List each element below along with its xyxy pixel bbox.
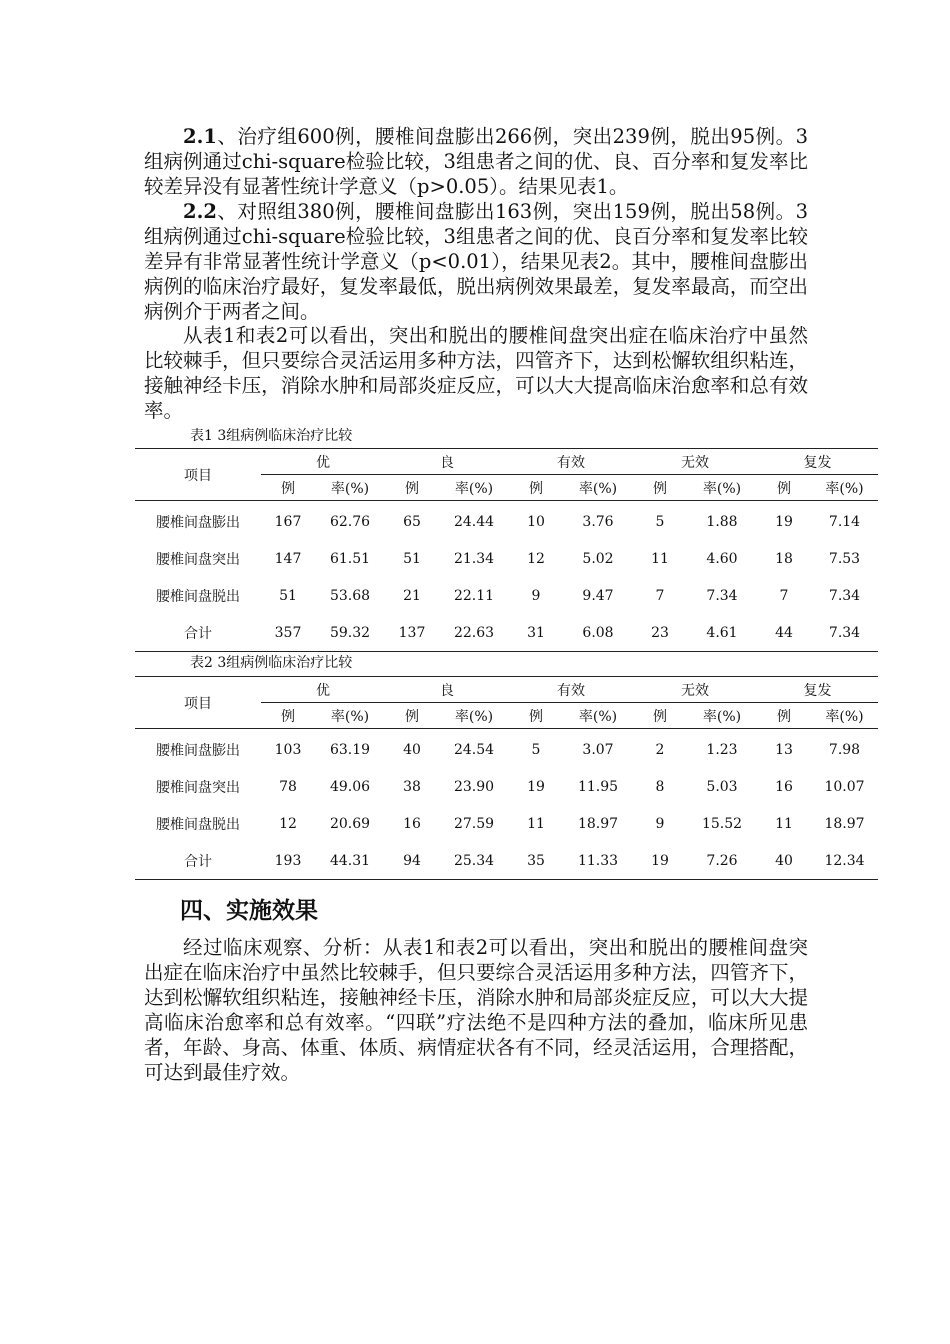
header-relapse: 复发	[757, 677, 878, 703]
count-cell: 8	[655, 778, 665, 795]
count-cell: 19	[775, 513, 793, 530]
count-cell: 19	[633, 842, 687, 880]
count-cell: 137	[385, 614, 439, 652]
row-label: 腰椎间盘脱出	[156, 816, 240, 833]
header-count: 例	[509, 475, 563, 501]
count-cell: 167	[274, 513, 302, 530]
table-row	[135, 577, 878, 614]
count-cell: 78	[279, 778, 297, 795]
count-cell: 11	[527, 815, 545, 832]
count-cell: 31	[509, 614, 563, 652]
header-count: 例	[633, 475, 687, 501]
rate-cell: 7.34	[811, 614, 878, 652]
paragraph-label: 2.2	[183, 200, 217, 223]
section-heading: 四、实施效果	[180, 897, 318, 924]
header-excellent: 优	[261, 449, 385, 475]
header-count: 例	[757, 475, 811, 501]
rate-cell: 9.47	[582, 587, 614, 604]
count-cell: 5	[531, 741, 541, 758]
rate-cell: 23.90	[453, 778, 495, 795]
header-ineffective: 无效	[633, 449, 757, 475]
rate-cell: 11.95	[577, 778, 619, 795]
table-row	[135, 614, 878, 652]
row-label: 腰椎间盘膨出	[156, 514, 240, 531]
header-count: 例	[261, 475, 315, 501]
header-rate: 率(%)	[811, 475, 878, 501]
row-label: 腰椎间盘突出	[156, 779, 240, 796]
count-cell: 2	[655, 741, 665, 758]
table-row	[135, 540, 878, 577]
count-cell: 13	[775, 741, 793, 758]
rate-cell: 4.60	[706, 550, 738, 567]
header-relapse: 复发	[757, 449, 878, 475]
rate-cell: 5.03	[706, 778, 738, 795]
rate-cell: 49.06	[329, 778, 371, 795]
rate-cell: 10.07	[824, 778, 865, 795]
count-cell: 16	[403, 815, 421, 832]
paragraph-label: 2.1	[183, 125, 217, 148]
count-cell: 51	[403, 550, 421, 567]
header-rate: 率(%)	[439, 475, 509, 501]
paragraph-results: 经过临床观察、分析：从表1和表2可以看出，突出和脱出的腰椎间盘突出症在临床治疗中虽然比较棘手，但只要综合灵活运用多种方法，四管齐下，达到松懈软组织粘连，接触神经卡压，消除水肿和局部炎症反应，可以大大提高临床治愈率和总有效率。“四联”疗法绝不是四种方法的叠加，临床所见患者，年龄、身高、体重、体质、病情症状各有不同，经灵活运用，合理搭配，可达到最佳疗效。	[144, 936, 808, 1084]
header-excellent: 优	[261, 677, 385, 703]
count-cell: 38	[403, 778, 421, 795]
rate-cell: 7.34	[828, 587, 861, 604]
count-cell: 9	[531, 587, 541, 604]
header-count: 例	[509, 703, 563, 729]
count-cell: 44	[757, 614, 811, 652]
rate-cell: 3.76	[582, 513, 614, 530]
rate-cell: 4.61	[687, 614, 757, 652]
count-cell: 19	[527, 778, 545, 795]
rate-cell: 15.52	[701, 815, 743, 832]
count-cell: 7	[779, 587, 789, 604]
rate-cell: 27.59	[453, 815, 495, 832]
rate-cell: 44.31	[315, 842, 385, 880]
row-label: 合计	[135, 842, 261, 880]
paragraph-2-2	[144, 199, 808, 324]
rate-cell: 7.26	[687, 842, 757, 880]
count-cell: 193	[261, 842, 315, 880]
table-row	[135, 768, 878, 805]
rate-cell: 24.44	[453, 513, 495, 530]
table1-caption: 表1 3组病例临床治疗比较	[190, 428, 353, 444]
row-label: 腰椎间盘脱出	[156, 588, 240, 605]
paragraph-2-1	[144, 124, 808, 199]
rate-cell: 22.11	[453, 587, 495, 604]
count-cell: 16	[775, 778, 793, 795]
rate-cell: 22.63	[439, 614, 509, 652]
count-cell: 10	[527, 513, 545, 530]
table2	[135, 676, 878, 880]
table2-caption: 表2 3组病例临床治疗比较	[190, 655, 353, 671]
rate-cell: 18.97	[824, 815, 865, 832]
header-rate: 率(%)	[563, 475, 633, 501]
count-cell: 18	[775, 550, 793, 567]
rate-cell: 1.88	[706, 513, 738, 530]
header-item: 项目	[135, 449, 261, 501]
header-rate: 率(%)	[687, 475, 757, 501]
rate-cell: 21.34	[453, 550, 495, 567]
header-count: 例	[385, 475, 439, 501]
header-ineffective: 无效	[633, 677, 757, 703]
rate-cell: 59.32	[315, 614, 385, 652]
rate-cell: 7.34	[706, 587, 738, 604]
table2-body	[135, 729, 878, 880]
count-cell: 21	[403, 587, 421, 604]
rate-cell: 62.76	[329, 513, 371, 530]
rate-cell: 61.51	[329, 550, 371, 567]
header-rate: 率(%)	[439, 703, 509, 729]
rate-cell: 18.97	[577, 815, 619, 832]
paragraph-text: 、对照组380例，腰椎间盘膨出163例，突出159例，脱出58例。3组病例通过chi-square检验比较，3组患者之间的优、良百分率和复发率比较差异有非常显著性统计学意义（p<0.01），结果见表2。其中，腰椎间盘膨出病例的临床治疗最好，复发率最低，脱出病例效果最差，复发率最高，而空出病例介于两者之间。	[144, 200, 808, 323]
table1-body	[135, 501, 878, 652]
rate-cell: 24.54	[453, 741, 495, 758]
rate-cell: 12.34	[811, 842, 878, 880]
count-cell: 94	[385, 842, 439, 880]
header-rate: 率(%)	[315, 703, 385, 729]
table-row	[135, 805, 878, 842]
rate-cell: 25.34	[439, 842, 509, 880]
row-label: 合计	[135, 614, 261, 652]
count-cell: 103	[274, 741, 302, 758]
rate-cell: 63.19	[329, 741, 371, 758]
rate-cell: 20.69	[329, 815, 371, 832]
count-cell: 11	[651, 550, 669, 567]
header-good: 良	[385, 677, 509, 703]
table-row	[135, 842, 878, 880]
count-cell: 9	[655, 815, 665, 832]
table1	[135, 448, 878, 652]
count-cell: 65	[403, 513, 421, 530]
header-item: 项目	[135, 677, 261, 729]
header-count: 例	[757, 703, 811, 729]
count-cell: 51	[279, 587, 297, 604]
count-cell: 12	[279, 815, 297, 832]
rate-cell: 6.08	[563, 614, 633, 652]
header-count: 例	[633, 703, 687, 729]
row-label: 腰椎间盘膨出	[156, 742, 240, 759]
paragraph-text: 、治疗组600例，腰椎间盘膨出266例，突出239例，脱出95例。3组病例通过chi-square检验比较，3组患者之间的优、良、百分率和复发率比较差异没有显著性统计学意义（p>0.05）。结果见表1。	[144, 125, 808, 198]
count-cell: 147	[274, 550, 302, 567]
table-row	[135, 501, 878, 541]
header-count: 例	[261, 703, 315, 729]
count-cell: 11	[775, 815, 793, 832]
count-cell: 23	[633, 614, 687, 652]
header-effective: 有效	[509, 449, 633, 475]
rate-cell: 3.07	[582, 741, 614, 758]
rate-cell: 7.53	[828, 550, 861, 567]
count-cell: 35	[509, 842, 563, 880]
header-rate: 率(%)	[687, 703, 757, 729]
header-good: 良	[385, 449, 509, 475]
rate-cell: 53.68	[329, 587, 371, 604]
count-cell: 40	[403, 741, 421, 758]
paragraph-summary: 从表1和表2可以看出，突出和脱出的腰椎间盘突出症在临床治疗中虽然比较棘手，但只要综合灵活运用多种方法，四管齐下，达到松懈软组织粘连，接触神经卡压，消除水肿和局部炎症反应，可以大大提高临床治愈率和总有效率。	[144, 324, 808, 422]
count-cell: 5	[655, 513, 665, 530]
row-label: 腰椎间盘突出	[156, 551, 240, 568]
count-cell: 7	[655, 587, 665, 604]
rate-cell: 11.33	[563, 842, 633, 880]
table-row	[135, 729, 878, 769]
header-rate: 率(%)	[315, 475, 385, 501]
header-effective: 有效	[509, 677, 633, 703]
rate-cell: 5.02	[582, 550, 614, 567]
header-rate: 率(%)	[563, 703, 633, 729]
rate-cell: 1.23	[706, 741, 738, 758]
rate-cell: 7.14	[828, 513, 861, 530]
header-rate: 率(%)	[811, 703, 878, 729]
count-cell: 357	[261, 614, 315, 652]
rate-cell: 7.98	[828, 741, 861, 758]
header-count: 例	[385, 703, 439, 729]
count-cell: 40	[757, 842, 811, 880]
count-cell: 12	[527, 550, 545, 567]
